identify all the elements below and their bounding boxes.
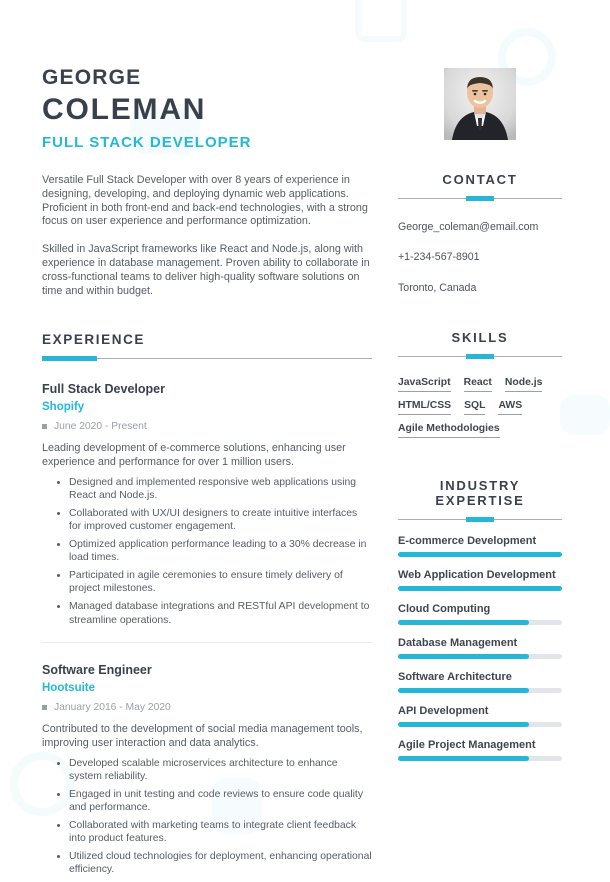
skill-item: AWS	[498, 400, 522, 415]
section-rule	[398, 196, 562, 202]
expertise-label: Cloud Computing	[398, 602, 491, 615]
date-row	[42, 421, 372, 432]
job-bullet: • Participated in agile ceremonies to ensure timely delivery of project milestones.	[69, 569, 372, 595]
job-title: Full Stack Developer	[42, 381, 165, 396]
summary-paragraph: Skilled in JavaScript frameworks like React and Node.js, along with experience in database management. Proven ability to collaborate in cross-functional teams to deliver high-quality software solutions on time and within budget.	[42, 243, 370, 297]
skill-item: SQL	[464, 400, 485, 415]
expertise-item	[398, 671, 562, 693]
role-title: FULL STACK DEVELOPER	[42, 134, 252, 151]
expertise-item	[398, 535, 562, 557]
job-title: Software Engineer	[42, 662, 152, 677]
experience-section	[42, 332, 372, 877]
skills-section	[398, 330, 562, 438]
expertise-label: API Development	[398, 704, 489, 717]
job-bullet: • Collaborated with marketing teams to integrate client feedback into product features.	[69, 819, 372, 845]
job-description: Contributed to the development of social media management tools, improving user interaction and data analytics.	[42, 722, 363, 749]
section-rule	[398, 354, 562, 360]
skill-item: HTML/CSS	[398, 400, 451, 415]
expertise-bar-fill	[398, 688, 529, 693]
contact-location: Toronto, Canada	[398, 281, 477, 294]
summary-paragraph: Versatile Full Stack Developer with over 8 years of experience in designing, developing, and deploying dynamic web applications. Proficient in both front-end and back-end technologies, with a strong focus on user experience and performance optimization.	[42, 174, 368, 228]
job-bullet: • Engaged in unit testing and code reviews to ensure code quality and performance.	[69, 788, 372, 814]
expertise-item	[398, 569, 562, 591]
expertise-label: Database Management	[398, 636, 518, 649]
expertise-item	[398, 739, 562, 761]
date-row	[42, 702, 372, 713]
expertise-item	[398, 603, 562, 625]
expertise-bar-track	[398, 654, 562, 659]
calendar-icon	[42, 424, 47, 429]
rule-accent-segment	[42, 356, 97, 361]
expertise-bar-track	[398, 552, 562, 557]
expertise-bar-fill	[398, 654, 529, 659]
job-bullet: • Collaborated with UX/UI designers to create intuitive interfaces for improved customer engagement.	[69, 507, 372, 533]
expertise-bar-track	[398, 620, 562, 625]
skill-item: Node.js	[505, 377, 543, 392]
contact-heading: CONTACT	[442, 172, 518, 187]
expertise-bar-fill	[398, 552, 562, 557]
expertise-heading: INDUSTRY EXPERTISE	[435, 477, 525, 508]
job-dates: January 2016 - May 2020	[54, 701, 171, 713]
job-dates: June 2020 - Present	[54, 420, 147, 432]
expertise-list	[398, 535, 562, 761]
expertise-section	[398, 478, 562, 761]
job-entry	[42, 663, 372, 877]
skill-item: Agile Methodologies	[398, 423, 500, 438]
job-bullet: • Managed database integrations and RESTful API development to streamline operations.	[69, 600, 372, 626]
section-rule	[42, 356, 372, 362]
first-name: GEORGE	[42, 66, 142, 89]
job-bullet-list	[42, 757, 372, 877]
calendar-icon	[42, 705, 47, 710]
expertise-bar-track	[398, 756, 562, 761]
last-name: COLEMAN	[42, 93, 207, 126]
expertise-bar-fill	[398, 722, 529, 727]
expertise-bar-fill	[398, 620, 529, 625]
job-bullet: • Designed and implemented responsive web applications using React and Node.js.	[69, 476, 372, 502]
expertise-bar-track	[398, 688, 562, 693]
job-bullet: • Utilized cloud technologies for deployment, enhancing operational efficiency.	[69, 850, 372, 876]
expertise-item	[398, 637, 562, 659]
expertise-label: Agile Project Management	[398, 738, 536, 751]
experience-heading: EXPERIENCE	[42, 331, 146, 347]
job-divider	[42, 642, 372, 643]
section-rule	[398, 517, 562, 523]
rule-accent-segment	[466, 354, 494, 359]
expertise-label: Web Application Development	[398, 568, 556, 581]
skills-list	[398, 377, 562, 438]
skill-item: JavaScript	[398, 377, 451, 392]
job-bullet: • Developed scalable microservices architecture to enhance system reliability.	[69, 757, 372, 783]
skills-heading: SKILLS	[451, 329, 509, 345]
expertise-bar-track	[398, 722, 562, 727]
main-column	[42, 66, 372, 882]
profile-photo	[444, 68, 516, 140]
rule-accent-segment	[466, 196, 494, 201]
expertise-bar-fill	[398, 586, 562, 591]
contact-list	[398, 221, 562, 294]
expertise-item	[398, 705, 562, 727]
job-description: Leading development of e-commerce solutions, enhancing user experience and performance for over 1 million users.	[42, 441, 346, 468]
job-bullet: • Optimized application performance leading to a 30% decrease in load times.	[69, 538, 372, 564]
expertise-label: E-commerce Development	[398, 534, 537, 547]
contact-section	[398, 172, 562, 294]
skill-item: React	[464, 377, 492, 392]
company-name: Hootsuite	[42, 681, 96, 694]
job-entry	[42, 382, 372, 627]
expertise-label: Software Architecture	[398, 670, 512, 683]
sidebar-column	[398, 66, 562, 882]
contact-phone: +1-234-567-8901	[398, 251, 480, 263]
profile-photo-graphic	[444, 68, 516, 140]
rule-accent-segment	[466, 517, 494, 522]
expertise-bar-track	[398, 586, 562, 591]
company-name: Shopify	[42, 400, 85, 413]
job-bullet-list	[42, 476, 372, 627]
expertise-bar-fill	[398, 756, 529, 761]
contact-email: George_coleman@email.com	[398, 220, 539, 233]
